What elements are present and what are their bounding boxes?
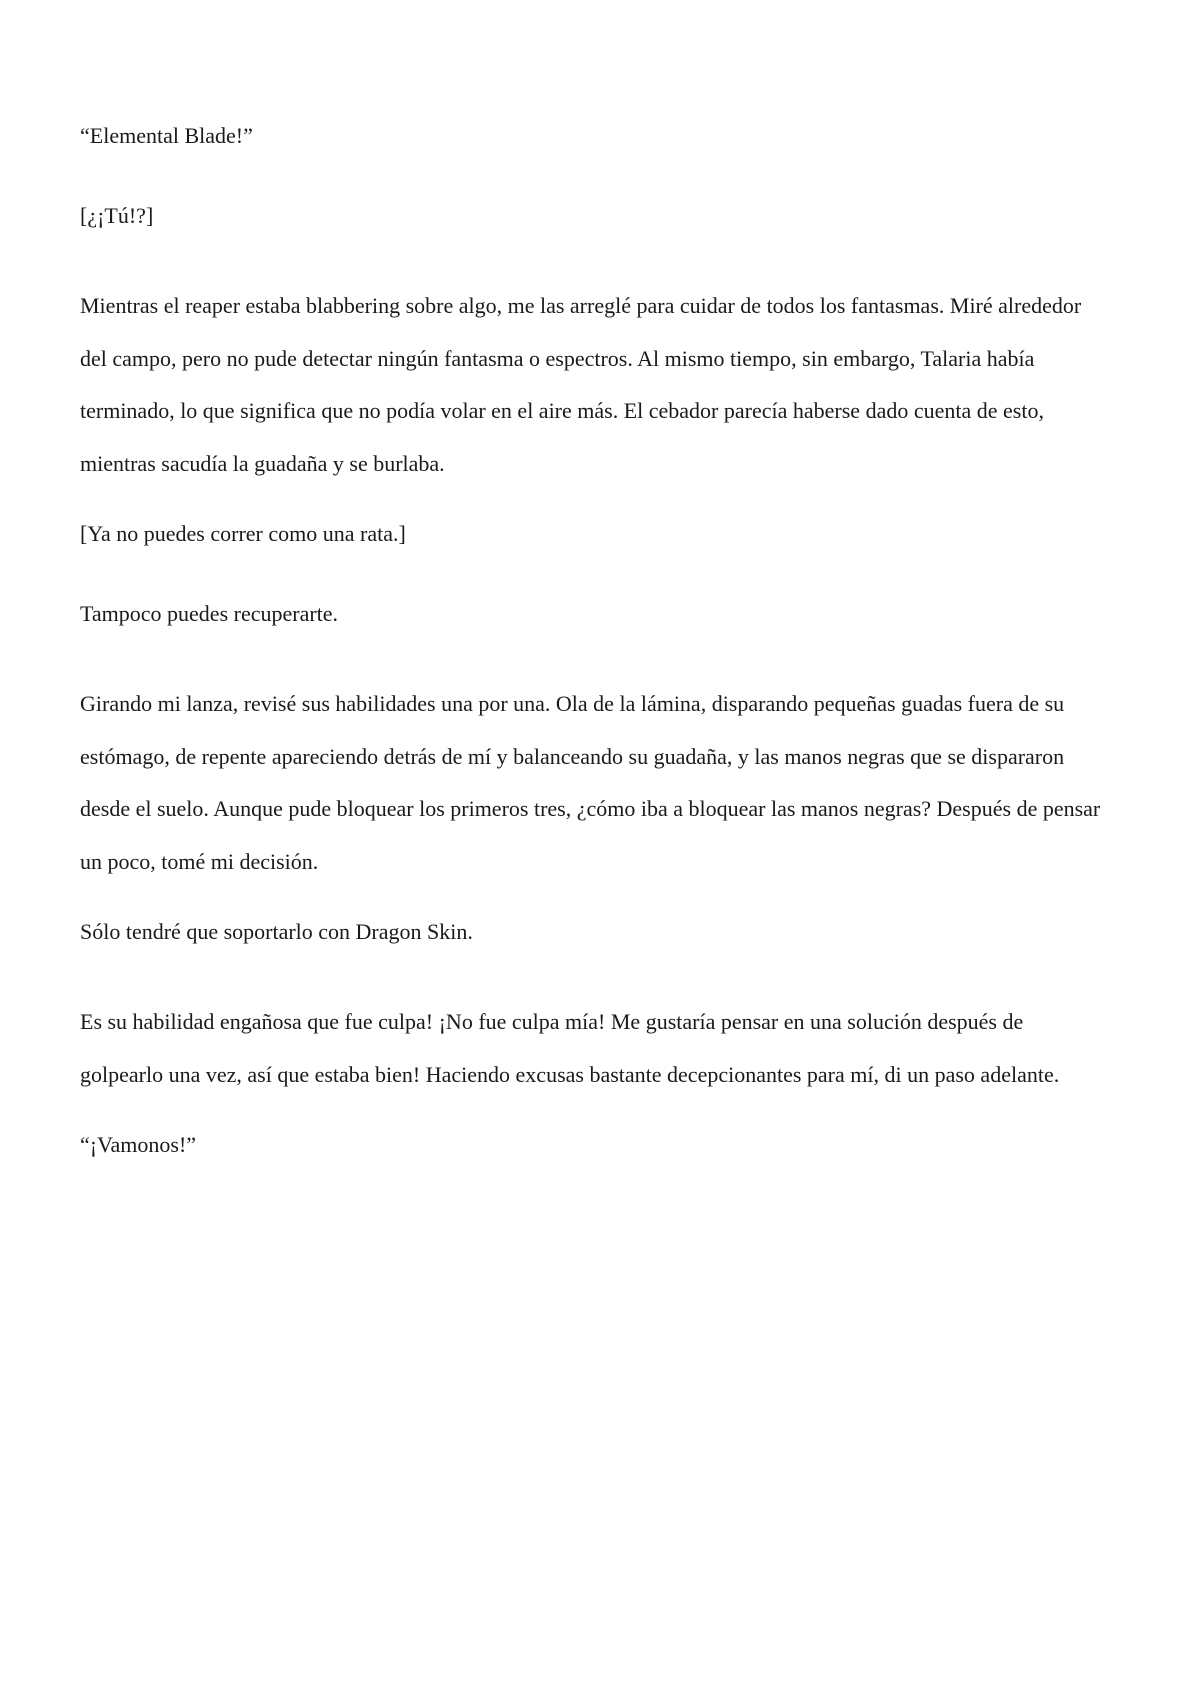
paragraph-dialogue: [¿¡Tú!?] [80,203,154,228]
paragraph: Mientras el reaper estaba blabbering sobre algo, me las arreglé para cuidar de todos los fantasmas. Miré alrededor del campo, pero no pude detectar ningún fantasma o espectros. Al mismo tiempo, sin embargo, Talaria había terminado, lo que significa que no podía volar en el aire más. El cebador parecía haberse dado cuenta de esto, mientras sacudía la guadaña y se burlaba. [80,293,1082,476]
text-column [80,120,1110,1209]
paragraph-dialogue: “Elemental Blade!” [80,123,253,148]
paragraph-dialogue: [Ya no puedes correr como una rata.] [80,521,406,546]
paragraph: Tampoco puedes recuperarte. [80,601,339,626]
paragraph-dialogue: “¡Vamonos!” [80,1132,197,1157]
paragraph: Es su habilidad engañosa que fue culpa! ¡No fue culpa mía! Me gustaría pensar en una solución después de golpearlo una vez, así que estaba bien! Haciendo excusas bastante decepcionantes para mí, di un paso adelante. [80,1009,1060,1087]
paragraph: Sólo tendré que soportarlo con Dragon Skin. [80,919,473,944]
paragraph: Girando mi lanza, revisé sus habilidades una por una. Ola de la lámina, disparando pequeñas guadas fuera de su estómago, de repente apareciendo detrás de mí y balanceando su guadaña, y las manos negras que se dispararon desde el suelo. Aunque pude bloquear los primeros tres, ¿cómo iba a bloquear las manos negras? Después de pensar un poco, tomé mi decisión. [80,691,1101,874]
